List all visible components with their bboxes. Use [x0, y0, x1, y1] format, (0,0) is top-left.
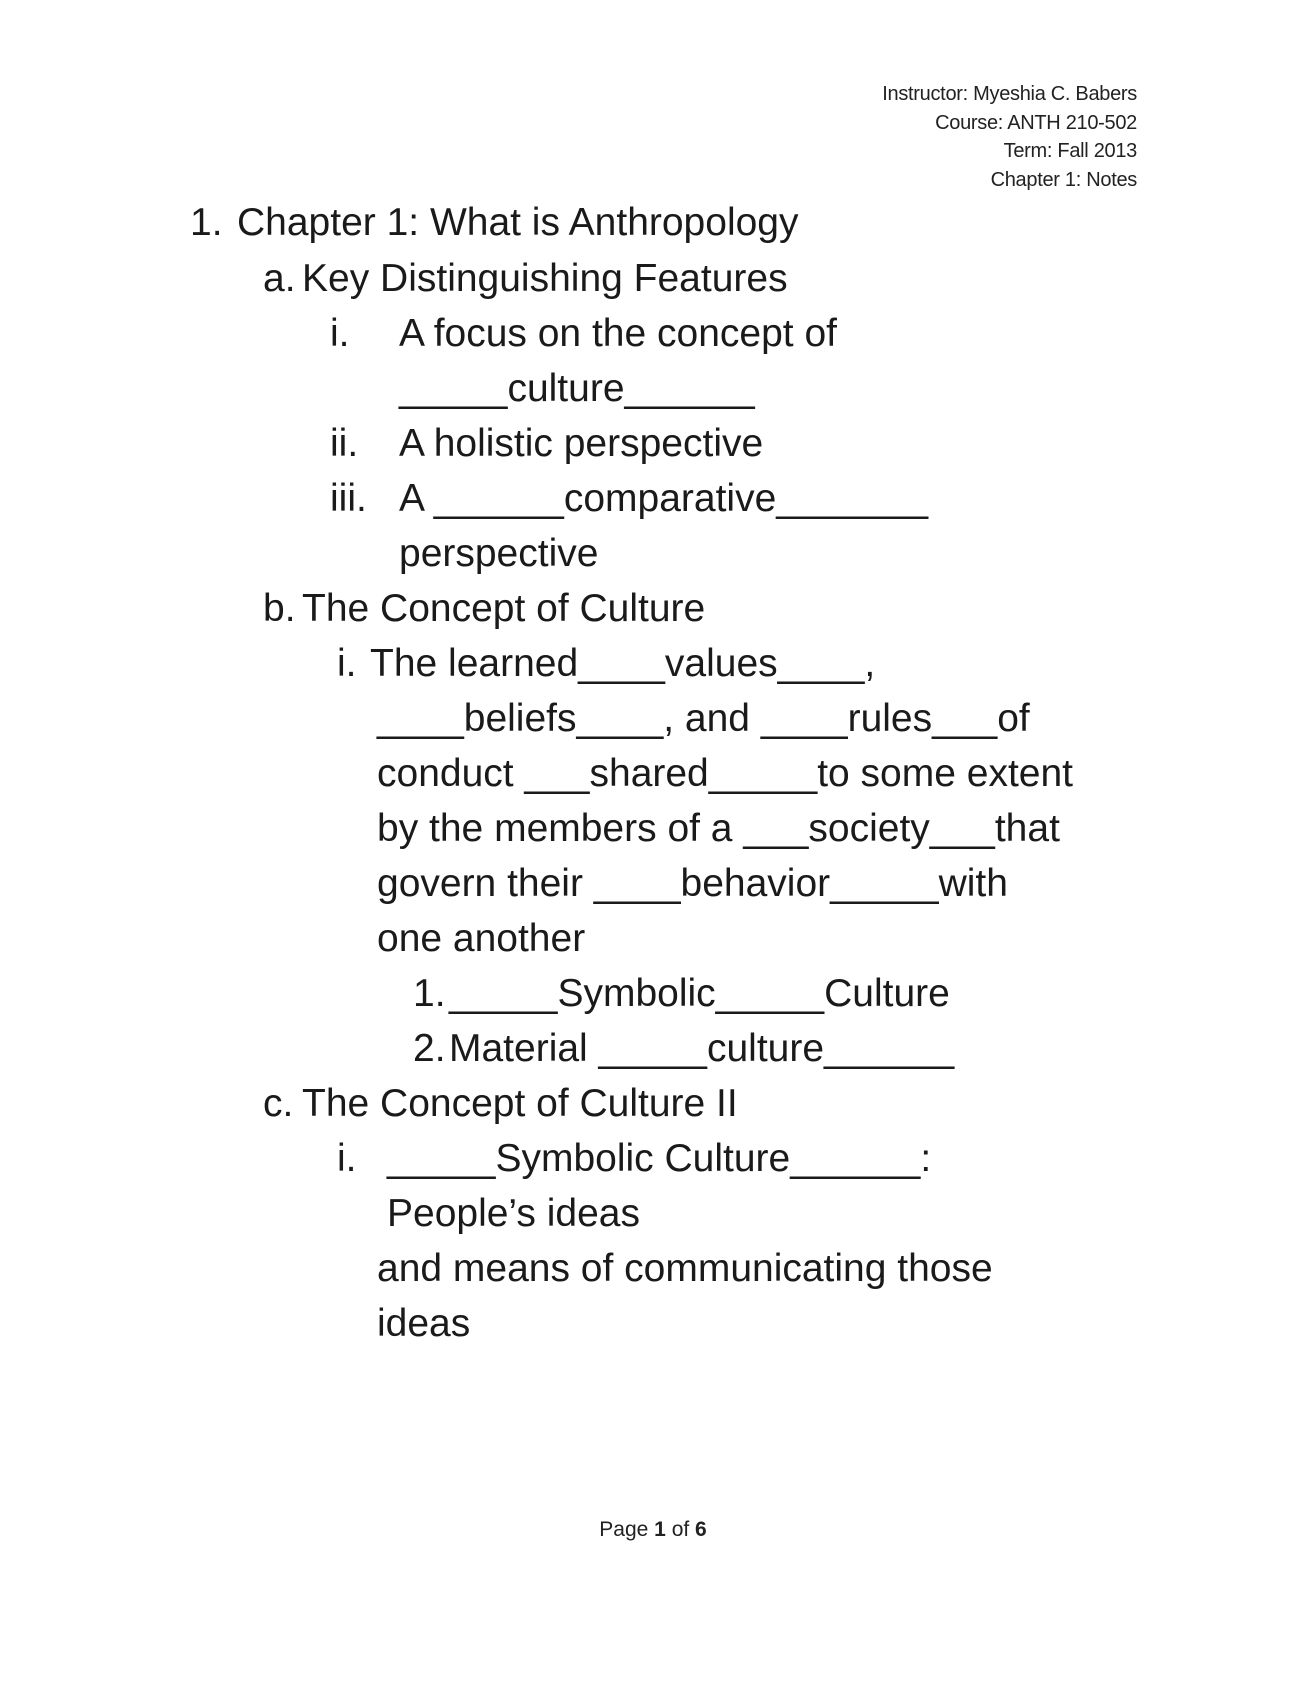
subitem-2-text: Material _____culture______ — [449, 1027, 955, 1070]
heading-marker: 1. — [190, 201, 223, 244]
page-footer — [0, 1518, 1306, 1542]
section-a-title: Key Distinguishing Features — [302, 257, 788, 300]
page-current: 1 — [654, 1518, 666, 1541]
item-c-i-line-4: ideas — [377, 1302, 471, 1345]
subitem-1-marker: 1. — [413, 972, 446, 1015]
chapter-line: Chapter 1: Notes — [990, 168, 1137, 191]
page-of-label: of — [671, 1518, 690, 1541]
section-a-marker: a. — [263, 257, 296, 300]
item-a-i-marker: i. — [330, 312, 350, 355]
section-b-title: The Concept of Culture — [302, 587, 706, 630]
subitem-2-marker: 2. — [413, 1027, 446, 1070]
item-c-i-line-2: People’s ideas — [387, 1192, 640, 1235]
item-a-i-line-2: _____culture______ — [399, 367, 755, 410]
instructor-line: Instructor: Myeshia C. Babers — [882, 83, 1137, 105]
item-a-i-line-1: A focus on the concept of — [399, 312, 837, 355]
item-a-iii-line-1: A ______comparative_______ — [399, 477, 929, 520]
document-header — [882, 80, 1137, 194]
page-label: Page — [599, 1518, 649, 1541]
item-a-iii-line-2: perspective — [399, 532, 599, 575]
subitem-1-text: _____Symbolic_____Culture — [449, 972, 950, 1015]
item-a-ii-marker: ii. — [330, 422, 359, 465]
section-c-marker: c. — [263, 1082, 294, 1125]
item-b-i-line-5: govern their ____behavior_____with — [377, 862, 1008, 905]
item-a-iii-marker: iii. — [330, 477, 367, 520]
item-c-i-marker: i. — [337, 1137, 357, 1180]
section-c-title: The Concept of Culture II — [302, 1082, 738, 1125]
item-b-i-line-4: by the members of a ___society___that — [377, 807, 1060, 850]
page-total: 6 — [695, 1518, 707, 1541]
item-b-i-line-1: The learned____values____, — [370, 642, 876, 685]
item-c-i-line-3: and means of communicating those — [377, 1247, 993, 1290]
section-b-marker: b. — [263, 587, 296, 630]
term-line: Term: Fall 2013 — [1003, 140, 1137, 162]
item-b-i-line-2: ____beliefs____, and ____rules___of — [377, 697, 1030, 740]
item-a-ii-line-1: A holistic perspective — [399, 422, 764, 465]
item-b-i-line-3: conduct ___shared_____to some extent — [377, 752, 1074, 795]
chapter-heading: Chapter 1: What is Anthropology — [237, 201, 799, 244]
item-b-i-line-6: one another — [377, 917, 586, 960]
item-c-i-line-1: _____Symbolic Culture______: — [387, 1137, 932, 1180]
course-line: Course: ANTH 210-502 — [935, 111, 1137, 134]
item-b-i-marker: i. — [337, 642, 357, 685]
